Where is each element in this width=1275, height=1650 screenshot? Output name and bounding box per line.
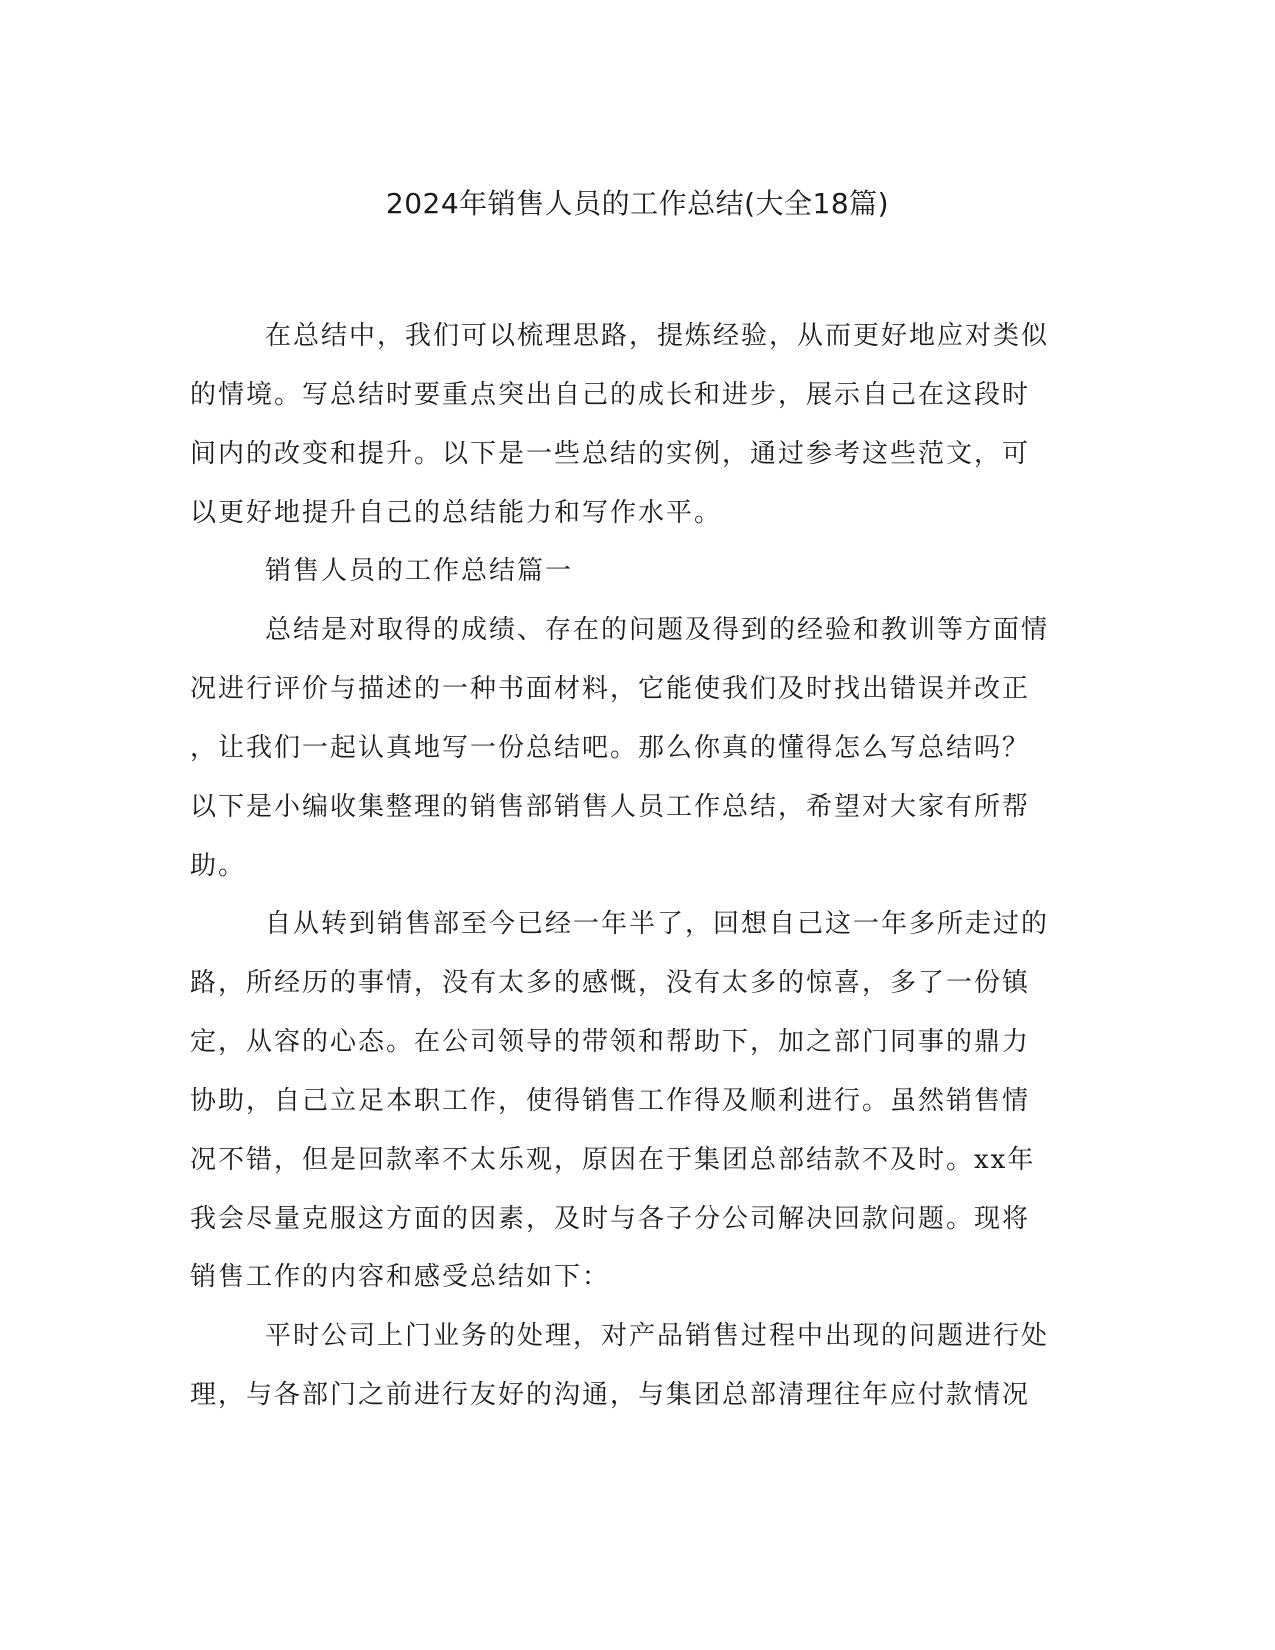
text-line: 我会尽量克服这方面的因素，及时与各子分公司解决回款问题。现将 [190,1204,1031,1234]
text-line: 助。 [190,851,247,881]
text-line: 况不错，但是回款率不太乐观，原因在于集团总部结款不及时。xx年 [190,1145,1036,1175]
text-line: 在总结中，我们可以梳理思路，提炼经验，从而更好地应对类似 [265,321,1050,351]
text-line: 自从转到销售部至今已经一年半了，回想自己这一年多所走过的 [265,909,1050,939]
text-line: 总结是对取得的成绩、存在的问题及得到的经验和教训等方面情 [265,615,1050,645]
text-line: 间内的改变和提升。以下是一些总结的实例，通过参考这些范文，可 [190,439,1031,469]
text-line: 路，所经历的事情，没有太多的感慨，没有太多的惊喜，多了一份镇 [190,968,1031,998]
document-title: 2024年销售人员的工作总结(大全18篇) [385,187,890,220]
text-line: 平时公司上门业务的处理，对产品销售过程中出现的问题进行处 [265,1321,1050,1351]
text-line: 理，与各部门之前进行友好的沟通，与集团总部清理往年应付款情况 [190,1380,1031,1410]
text-line: 以更好地提升自己的总结能力和写作水平。 [190,498,723,528]
section-heading: 销售人员的工作总结篇一 [265,556,574,586]
text-line: 的情境。写总结时要重点突出自己的成长和进步，展示自己在这段时 [190,380,1031,410]
text-line: 销售工作的内容和感受总结如下： [190,1262,611,1292]
text-line: 协助，自己立足本职工作，使得销售工作得及顺利进行。虽然销售情 [190,1086,1031,1116]
text-line: 定，从容的心态。在公司领导的带领和帮助下，加之部门同事的鼎力 [190,1027,1031,1057]
text-line: ，让我们一起认真地写一份总结吧。那么你真的懂得怎么写总结吗？ [190,733,1031,763]
text-line: 况进行评价与描述的一种书面材料，它能使我们及时找出错误并改正 [190,674,1031,704]
text-line: 以下是小编收集整理的销售部销售人员工作总结，希望对大家有所帮 [190,792,1031,822]
